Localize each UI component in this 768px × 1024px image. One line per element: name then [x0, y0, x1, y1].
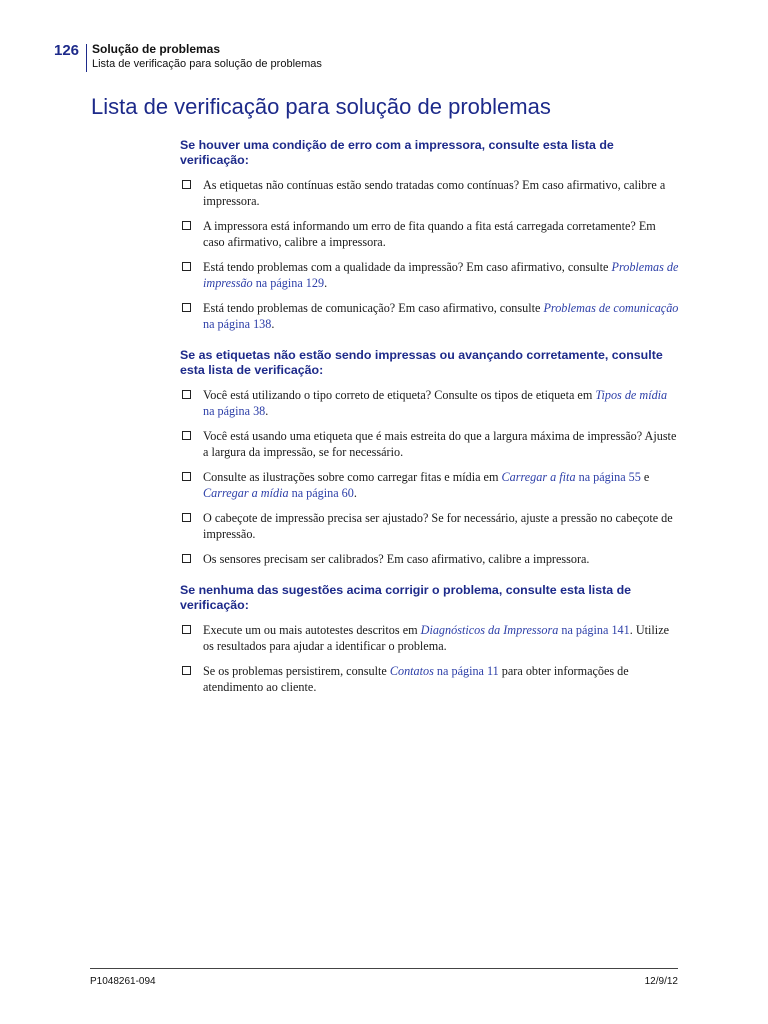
cross-reference-link[interactable]: Problemas de comunicação na página 138 [203, 301, 679, 331]
chapter-title: Solução de problemas [92, 42, 221, 56]
checklist-heading: Se as etiquetas não estão sendo impressas ou avançando corretamente, consulte esta lista de verificação: [180, 348, 663, 377]
checklist [180, 622, 680, 695]
section-title: Lista de verificação para solução de problemas [92, 58, 322, 70]
checklist-item: Se os problemas persistirem, consulte Contatos na página 11 para obter informações de atendimento ao cliente. [180, 663, 680, 695]
checklist-item: Está tendo problemas com a qualidade da impressão? Em caso afirmativo, consulte Problemas de impressão na página 129. [180, 259, 680, 291]
checklist-item: A impressora está informando um erro de fita quando a fita está carregada corretamente? Em caso afirmativo, calibre a impressora. [180, 218, 680, 250]
checklist-item: O cabeçote de impressão precisa ser ajustado? Se for necessário, ajuste a pressão no cabeçote de impressão. [180, 510, 680, 542]
checklist-item: Você está usando uma etiqueta que é mais estreita do que a largura máxima de impressão? Ajuste a largura da impressão, se for necessário. [180, 428, 680, 460]
cross-reference-link[interactable]: Carregar a fita na página 55 [501, 470, 641, 484]
cross-reference-link[interactable]: Contatos na página 11 [389, 664, 499, 678]
page-title: Lista de verificação para solução de problemas [91, 94, 551, 119]
checkbox-icon [182, 554, 191, 563]
document-date: 12/9/12 [644, 976, 678, 987]
checkbox-icon [182, 513, 191, 522]
checklist-item: Os sensores precisam ser calibrados? Em caso afirmativo, calibre a impressora. [180, 551, 680, 567]
checkbox-icon [182, 390, 191, 399]
checklist-item: As etiquetas não contínuas estão sendo tratadas como contínuas? Em caso afirmativo, calibre a impressora. [180, 177, 680, 209]
document-number: P1048261-094 [90, 976, 156, 987]
checkbox-icon [182, 180, 191, 189]
checklist-item: Consulte as ilustrações sobre como carregar fitas e mídia em Carregar a fita na página 55 e Carregar a mídia na página 60. [180, 469, 680, 501]
checkbox-icon [182, 666, 191, 675]
cross-reference-link[interactable]: Carregar a mídia na página 60 [203, 486, 354, 500]
page-number: 126 [54, 42, 80, 59]
footer-rule [90, 968, 678, 969]
running-header [0, 40, 768, 80]
checkbox-icon [182, 472, 191, 481]
checkbox-icon [182, 303, 191, 312]
checkbox-icon [182, 431, 191, 440]
checklist [180, 387, 680, 567]
cross-reference-link[interactable]: Tipos de mídia na página 38 [203, 388, 668, 418]
checklist-heading: Se nenhuma das sugestões acima corrigir o problema, consulte esta lista de verificação: [180, 583, 632, 612]
checkbox-icon [182, 262, 191, 271]
checklist [180, 177, 680, 332]
checklist-item: Você está utilizando o tipo correto de etiqueta? Consulte os tipos de etiqueta em Tipos de mídia na página 38. [180, 387, 680, 419]
cross-reference-link[interactable]: Problemas de impressão na página 129 [203, 260, 679, 290]
header-divider [86, 44, 87, 72]
checklist-content [180, 138, 680, 711]
checklist-item: Execute um ou mais autotestes descritos em Diagnósticos da Impressora na página 141. Utilize os resultados para ajudar a identificar o problema. [180, 622, 680, 654]
checkbox-icon [182, 625, 191, 634]
checklist-item: Está tendo problemas de comunicação? Em caso afirmativo, consulte Problemas de comunicação na página 138. [180, 300, 680, 332]
cross-reference-link[interactable]: Diagnósticos da Impressora na página 141 [420, 623, 630, 637]
checklist-heading: Se houver uma condição de erro com a impressora, consulte esta lista de verificação: [180, 138, 614, 167]
checkbox-icon [182, 221, 191, 230]
